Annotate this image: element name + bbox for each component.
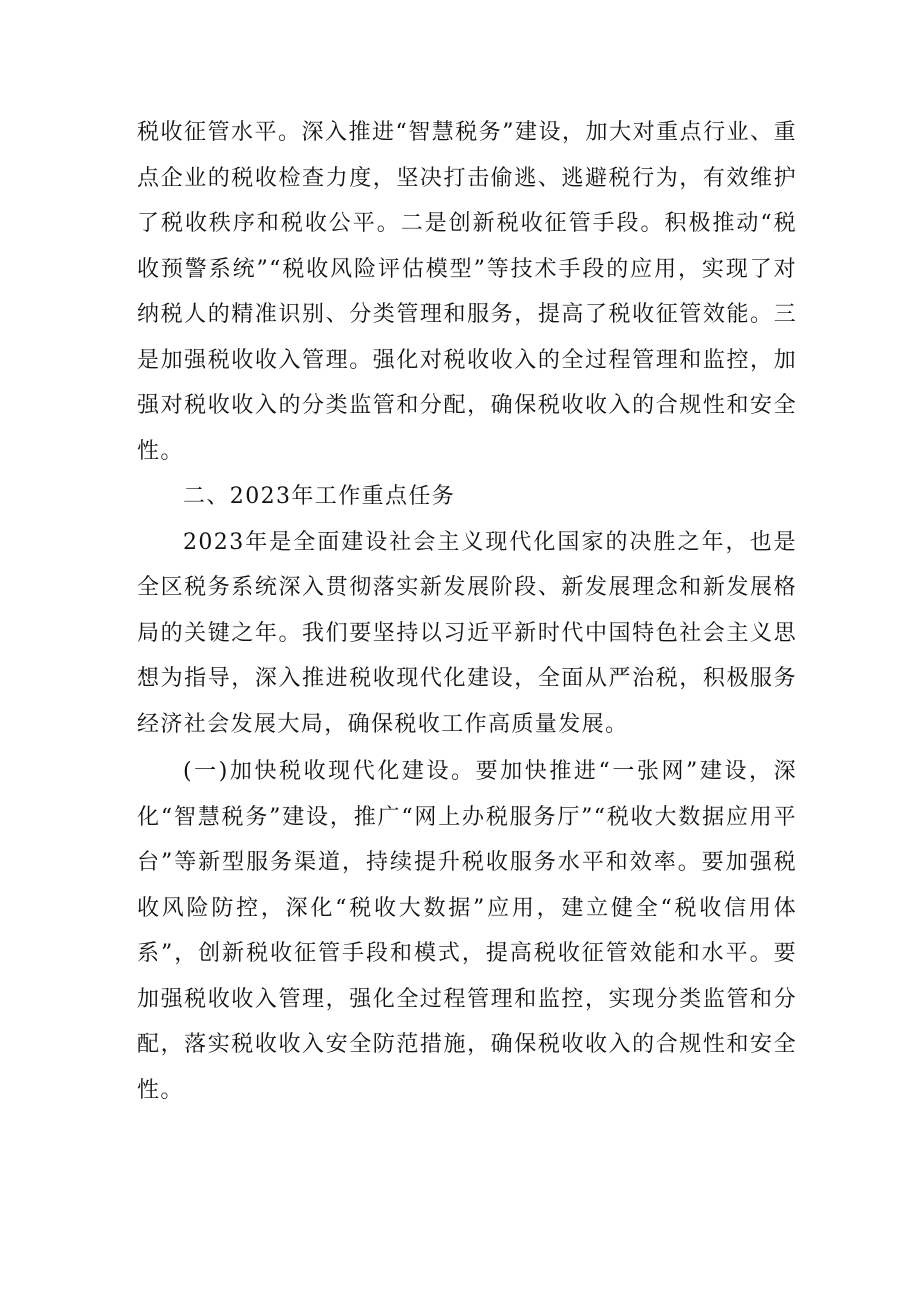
paragraph-continuation: 税收征管水平。深入推进“智慧税务”建设，加大对重点行业、重点企业的税收检查力度，坚决打击偷逃、逃避税行为，有效维护了税收秩序和税收公平。二是创新税收征管手段。积极推动“税收预警系统”“税收风险评估模型”等技术手段的应用，实现了对纳税人的精准识别、分类管理和服务，提高了税收征管效能。三是加强税收收入管理。强化对税收收入的全过程管理和监控，加强对税收收入的分类监管和分配，确保税收收入的合规性和安全性。 bbox=[137, 120, 797, 464]
section-heading: 二、2023年工作重点任务 bbox=[183, 484, 456, 509]
paragraph-item-1: (一)加快税收现代化建设。要加快推进“一张网”建设，深化“智慧税务”建设，推广“网上办税服务厅”“税收大数据应用平台”等新型服务渠道，持续提升税收服务水平和效率。要加强税收风险防控，深化“税收大数据”应用，建立健全“税收信用体系”，创新税收征管手段和模式，提高税收征管效能和水平。要加强税收收入管理，强化全过程管理和监控，实现分类监管和分配，落实税收收入安全防范措施，确保税收收入的合规性和安全性。 bbox=[137, 759, 797, 1103]
document-body bbox=[137, 110, 797, 1113]
paragraph-intro: 2023年是全面建设社会主义现代化国家的决胜之年，也是全区税务系统深入贯彻落实新发展阶段、新发展理念和新发展格局的关键之年。我们要坚持以习近平新时代中国特色社会主义思想为指导，深入推进税收现代化建设，全面从严治税，积极服务经济社会发展大局，确保税收工作高质量发展。 bbox=[137, 529, 797, 737]
